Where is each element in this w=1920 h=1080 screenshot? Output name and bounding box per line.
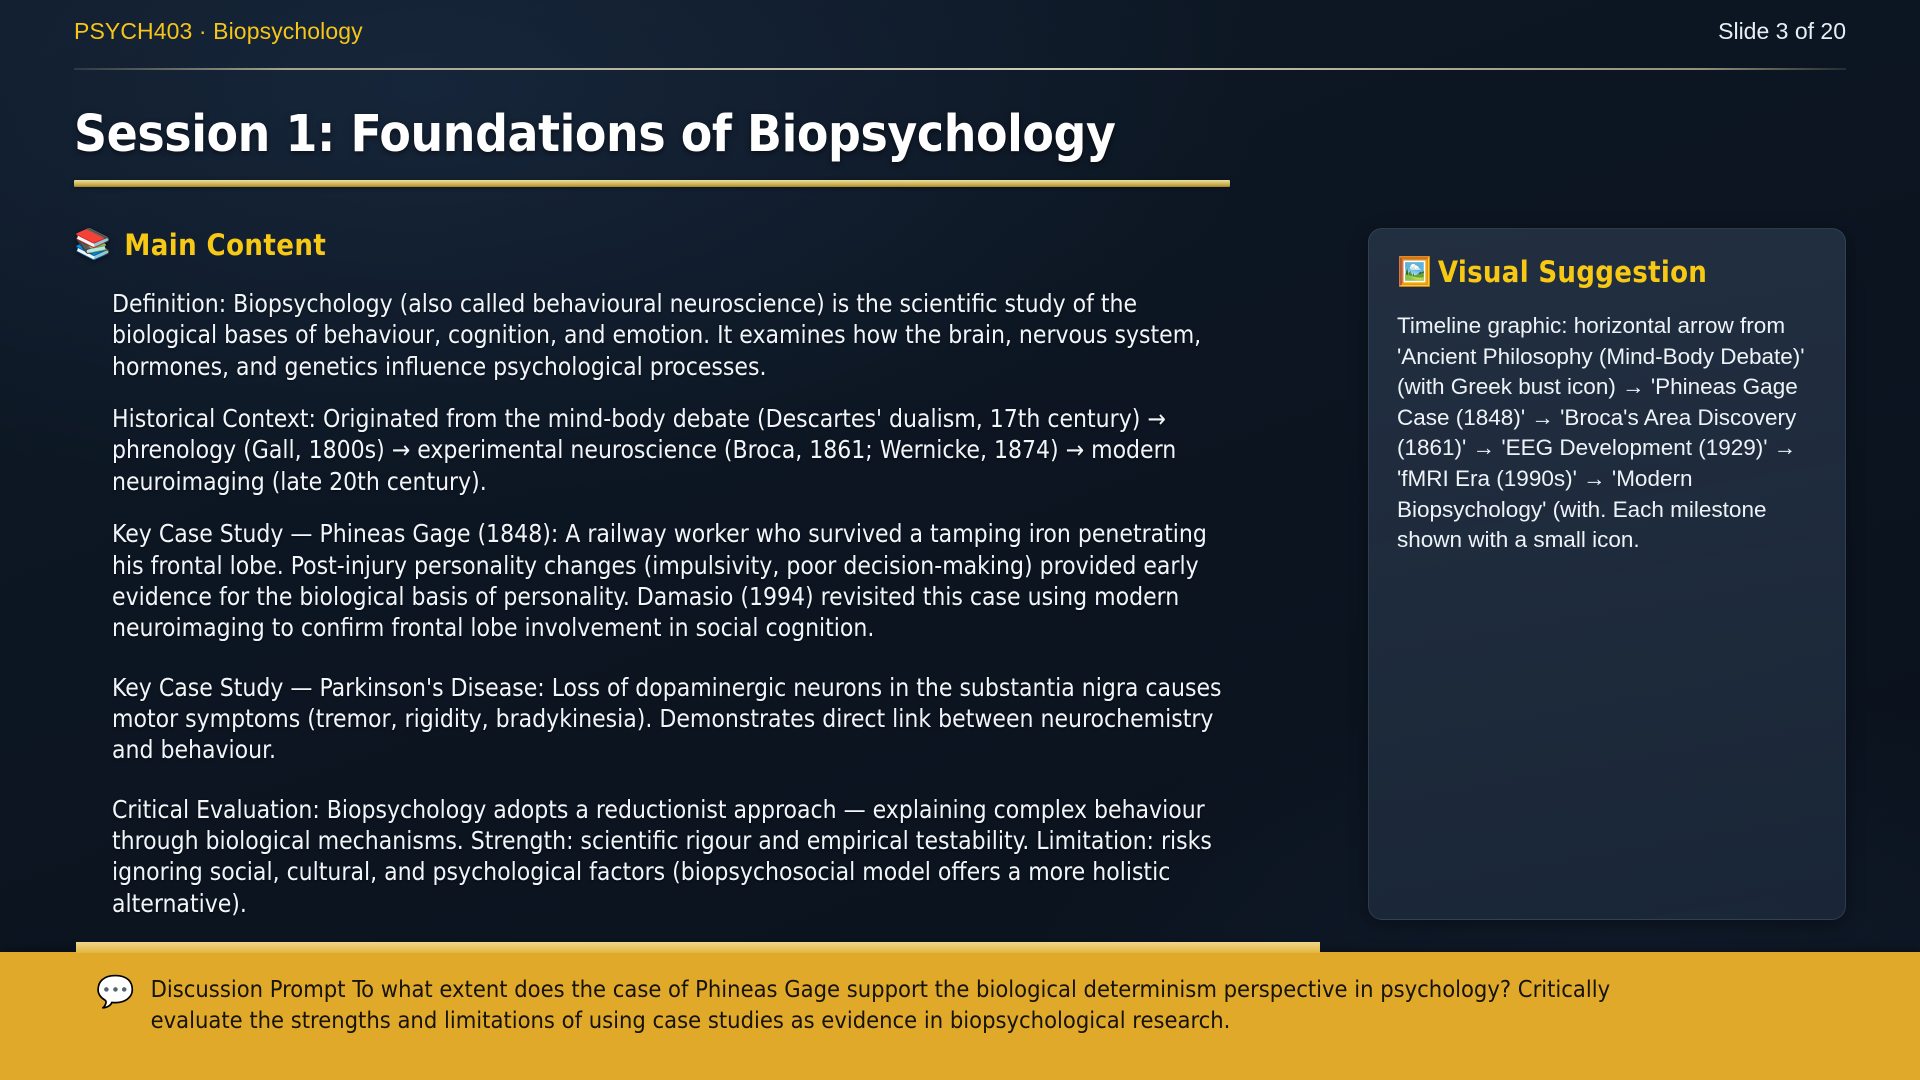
header-divider bbox=[74, 68, 1846, 70]
content-paragraph-case-study-parkinsons: Key Case Study — Parkinson's Disease: Loss of dopaminergic neurons in the substantia nigra causes motor symptoms (tremor, rigidity, bradykinesia). Demonstrates direct link between neurochemistry and behaviour. bbox=[112, 672, 1222, 765]
content-paragraph-case-study-gage: Key Case Study — Phineas Gage (1848): A railway worker who survived a tamping iron penetrating his frontal lobe. Post-injury personality changes (impulsivity, poor decision-making) provided early evidence for the biological basis of personality. Damasio (1994) revisited this case using modern neuroimaging to confirm frontal lobe involvement in social cognition. bbox=[112, 519, 1207, 643]
course-label: PSYCH403 · Biopsychology bbox=[74, 18, 363, 44]
slide-title: Session 1: Foundations of Biopsychology bbox=[74, 105, 1116, 164]
title-block bbox=[74, 105, 1234, 187]
main-content-column bbox=[74, 228, 1254, 940]
main-content-heading bbox=[74, 228, 1254, 262]
discussion-prompt-content bbox=[96, 974, 1880, 1037]
content-paragraph-historical-context: Historical Context: Originated from the mind-body debate (Descartes' dualism, 17th century) → phrenology (Gall, 1800s) → experimental neuroscience (Broca, 1861; Wernicke, 1874) → modern neuroimaging (late 20th century). bbox=[112, 404, 1177, 496]
discussion-prompt-bar bbox=[0, 952, 1920, 1080]
picture-frame-icon: 🖼️ bbox=[1397, 256, 1432, 287]
visual-suggestion-body: Timeline graphic: horizontal arrow from 'Ancient Philosophy (Mind-Body Debate)' (with Greek bust icon) → 'Phineas Gage Case (1848)' → 'Broca's Area Discovery (1861)' → 'EEG Development (1929)' → 'fMRI Era (1990s)' → 'Modern Biopsychology' (with. Each milestone shown with a small icon. bbox=[1397, 313, 1805, 553]
books-icon: 📚 bbox=[74, 228, 112, 261]
visual-suggestion-heading bbox=[1397, 255, 1817, 289]
content-paragraph-critical-evaluation: Critical Evaluation: Biopsychology adopts a reductionist approach — explaining complex behaviour through biological mechanisms. Strength: scientific rigour and empirical testability. Limitation: risks ignoring social, cultural, and psychological factors (biopsychosocial model offers a more holistic alternative). bbox=[112, 794, 1212, 918]
visual-suggestion-panel bbox=[1368, 228, 1846, 920]
discussion-prompt-text: Discussion Prompt To what extent does the case of Phineas Gage support the biological determinism perspective in psychology? Critically evaluate the strengths and limitations of using case studies as evidence in biopsychological research. bbox=[150, 975, 1611, 1035]
speech-balloon-icon: 💬 bbox=[96, 974, 135, 1009]
visual-suggestion-heading-label: Visual Suggestion bbox=[1437, 255, 1708, 289]
prompt-bar-accent-strip bbox=[76, 942, 1320, 953]
main-content-heading-label: Main Content bbox=[124, 228, 327, 262]
content-paragraph-definition: Definition: Biopsychology (also called behavioural neuroscience) is the scientific study of the biological bases of behaviour, cognition, and emotion. It examines how the brain, nervous system, hormones, and genetics influence psychological processes. bbox=[112, 289, 1202, 381]
title-underline-accent bbox=[74, 180, 1230, 187]
slide-counter: Slide 3 of 20 bbox=[1718, 18, 1846, 44]
slide-header bbox=[74, 18, 1846, 70]
